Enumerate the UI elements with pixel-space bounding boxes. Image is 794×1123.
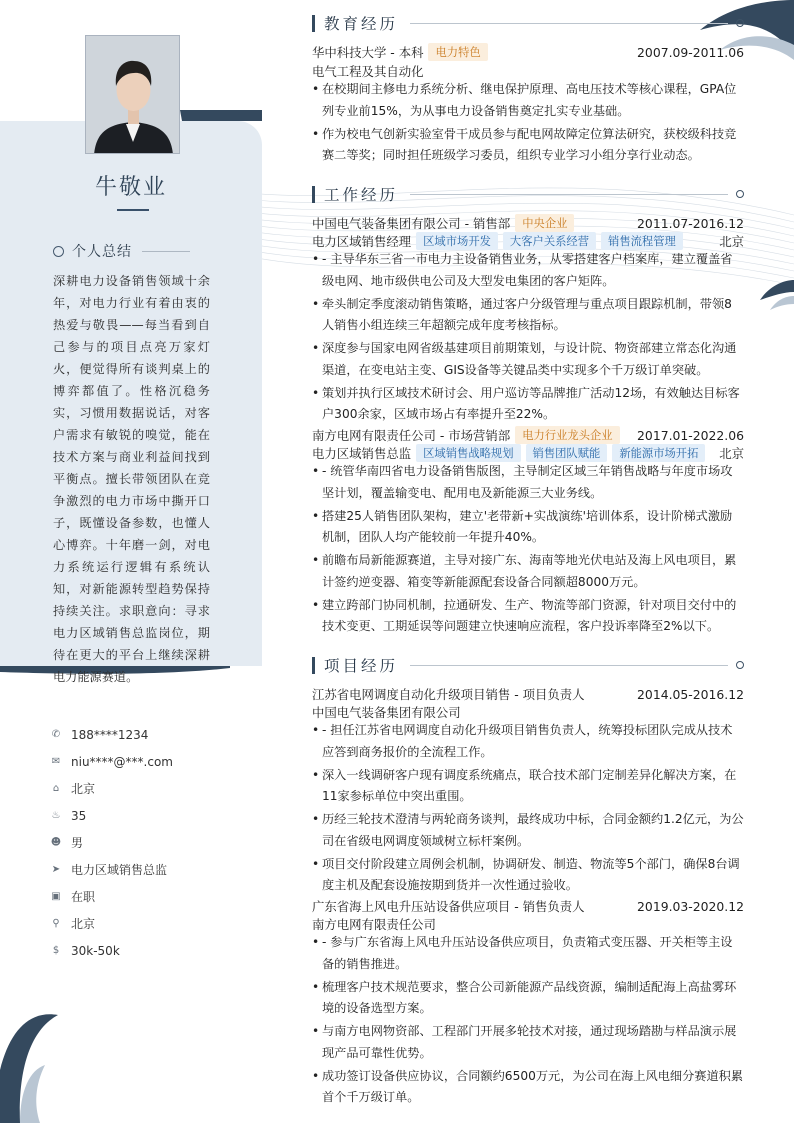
work-section-title xyxy=(312,183,744,205)
list-item: • 牵头制定季度滚动销售策略，通过客户分级管理与重点项目跟踪机制，带领8人销售小组连续三年超额完成年度考核指标。 xyxy=(312,294,744,337)
sidebar xyxy=(0,0,270,1123)
job-header xyxy=(312,213,744,233)
skill-tag: 区域市场开发 xyxy=(416,232,498,250)
contact-text: 30k-50k xyxy=(71,943,120,958)
list-item: • - 主导华东三省一市电力主设备销售业务，从零搭建客户档案库，建立覆盖省级电网、地市级供电公司及大型发电集团的客户矩阵。 xyxy=(312,249,744,292)
contact-item xyxy=(50,748,260,775)
summary-text: 深耕电力设备销售领域十余年，对电力行业有着由衷的热爱与敬畏——每当看到自己参与的项目点亮万家灯火，便觉得所有谈判桌上的博弈都值了。性格沉稳务实，习惯用数据说话，对客户需求有敏锐的嗅觉，能在技术方案与商业利益间找到平衡点。擅长带领团队在竞争激烈的电力市场中撕开口子，既懂设备参数，也懂人心博弈。十年磨一剑，对电力系统运行逻辑有系统认知，对新能源转型趋势保持持续关注。求职意向：寻求电力区域销售总监岗位，期待在更大的平台上继续深耕电力能源赛道。 xyxy=(53,274,210,684)
section-bar xyxy=(312,15,315,32)
projects-section-title xyxy=(312,654,744,676)
summary-heading-text: 个人总结 xyxy=(72,244,132,260)
avatar xyxy=(86,36,180,154)
contact-item xyxy=(50,829,260,856)
list-item: • 策划并执行区域技术研讨会、用户巡访等品牌推广活动12场，有效触达目标客户300余家，区域市场占有率提升至22%。 xyxy=(312,383,744,426)
work-title: 工作经历 xyxy=(324,186,399,204)
section-rule xyxy=(410,23,728,24)
job-period: 2017.01-2022.06 xyxy=(637,427,744,443)
job-company: 中国电气装备集团有限公司 - 销售部 xyxy=(312,216,511,231)
project-org-row xyxy=(312,702,744,722)
list-item: • 在校期间主修电力系统分析、继电保护原理、高电压技术等核心课程，GPA位列专业前15%，为从事电力设备销售奠定扎实专业基础。 xyxy=(312,79,744,122)
candidate-name: 牛敬业 xyxy=(94,175,167,200)
education-period: 2007.09-2011.06 xyxy=(637,44,744,60)
location-icon: ⚲ xyxy=(52,918,60,929)
gender-icon: ☻ xyxy=(50,837,62,848)
phone-icon: ✆ xyxy=(51,729,61,740)
job-position: 电力区域销售总监 xyxy=(312,446,412,461)
job-period: 2011.07-2016.12 xyxy=(637,215,744,231)
contact-text: 北京 xyxy=(71,782,96,796)
list-item: • 搭建25人销售团队架构，建立'老带新+实战演练'培训体系，设计阶梯式激励机制，团队人均产能较前一年提升40%。 xyxy=(312,506,744,549)
contact-item xyxy=(50,802,260,829)
list-item: • 建立跨部门协同机制，拉通研发、生产、物流等部门资源，针对项目交付中的技术变更、工期延误等问题建立快速响应流程，客户投诉率降至2%以下。 xyxy=(312,595,744,638)
education-section-title xyxy=(312,12,744,34)
location-pin-icon xyxy=(53,246,64,257)
education-header xyxy=(312,42,744,62)
project-period: 2014.05-2016.12 xyxy=(637,686,744,702)
project-name: 江苏省电网调度自动化升级项目销售 - 项目负责人 xyxy=(312,687,585,702)
job-position-row xyxy=(312,443,744,463)
skill-tag: 新能源市场开拓 xyxy=(612,444,705,462)
circle-icon xyxy=(736,190,744,198)
contact-text: 188****1234 xyxy=(71,727,149,742)
job-bullets xyxy=(312,461,744,639)
company-tag: 中央企业 xyxy=(515,214,574,232)
job-position: 电力区域销售经理 xyxy=(312,234,412,249)
section-rule xyxy=(410,665,728,666)
projects-title: 项目经历 xyxy=(324,657,399,675)
project-org-row xyxy=(312,914,744,934)
company-tag: 电力行业龙头企业 xyxy=(515,426,619,444)
send-icon: ➤ xyxy=(51,864,61,875)
contact-item xyxy=(50,721,260,748)
project-org: 南方电网有限责任公司 xyxy=(312,917,436,932)
school-name: 华中科技大学 - 本科 xyxy=(312,45,424,60)
skill-tag: 区域销售战略规划 xyxy=(416,444,520,462)
project-header xyxy=(312,684,744,704)
list-item: • - 参与广东省海上风电升压站设备供应项目，负责箱式变压器、开关柜等主设备的销售推进。 xyxy=(312,932,744,975)
school-tag: 电力特色 xyxy=(428,43,487,61)
contact-text: 35 xyxy=(71,808,87,823)
briefcase-icon: ▣ xyxy=(51,891,61,902)
list-item: • 与南方电网物资部、工程部门开展多轮技术对接，通过现场踏勘与样品演示展现产品可靠性优势。 xyxy=(312,1021,744,1064)
circle-icon xyxy=(736,661,744,669)
contact-text: 北京 xyxy=(71,917,96,931)
list-item: • 深入一线调研客户现有调度系统痛点，联合技术部门定制差异化解决方案，在11家参标单位中突出重围。 xyxy=(312,765,744,808)
section-rule xyxy=(410,194,728,195)
salary-icon: $ xyxy=(52,945,60,956)
contact-item xyxy=(50,883,260,910)
contact-list xyxy=(50,721,260,964)
contact-item xyxy=(50,856,260,883)
project-bullets xyxy=(312,932,744,1110)
list-item: • 作为校电气创新实验室骨干成员参与配电网故障定位算法研究，获校级科技竞赛二等奖；同时担任班级学习委员，组织专业学习小组分享行业动态。 xyxy=(312,124,744,167)
list-item: • 深度参与国家电网省级基建项目前期策划，与设计院、物资部建立常态化沟通渠道，在变电站主变、GIS设备等关键品类中实现多个千万级订单突破。 xyxy=(312,338,744,381)
contact-item xyxy=(50,910,260,937)
home-icon: ⌂ xyxy=(52,783,60,794)
cake-icon: ♨ xyxy=(51,810,61,821)
job-header xyxy=(312,425,744,445)
job-city: 北京 xyxy=(719,234,744,249)
section-bar xyxy=(312,657,315,674)
list-item: • 成功签订设备供应协议，合同额约6500万元，为公司在海上风电细分赛道积累首个千万级订单。 xyxy=(312,1066,744,1109)
list-item: • - 统管华南四省电力设备销售版图，主导制定区域三年销售战略与年度市场攻坚计划，覆盖输变电、配用电及新能源三大业务线。 xyxy=(312,461,744,504)
education-major-row xyxy=(312,61,744,81)
list-item: • 项目交付阶段建立周例会机制，协调研发、制造、物流等5个部门，确保8台调度主机及配套设施按期到货并一次性通过验收。 xyxy=(312,854,744,897)
job-company: 南方电网有限责任公司 - 市场营销部 xyxy=(312,428,511,443)
list-item: • 前瞻布局新能源赛道，主导对接广东、海南等地光伏电站及海上风电项目，累计签约逆变器、箱变等新能源配套设备合同额超8000万元。 xyxy=(312,550,744,593)
summary-heading-rule xyxy=(142,251,190,252)
job-city: 北京 xyxy=(719,446,744,461)
project-bullets xyxy=(312,720,744,898)
circle-icon xyxy=(736,19,744,27)
section-bar xyxy=(312,186,315,203)
contact-text: 男 xyxy=(71,836,84,850)
skill-tag: 销售流程管理 xyxy=(601,232,683,250)
contact-text: niu****@***.com xyxy=(71,754,173,769)
name-divider xyxy=(117,209,149,211)
skill-tag: 销售团队赋能 xyxy=(526,444,608,462)
contact-text: 在职 xyxy=(71,890,96,904)
major: 电气工程及其自动化 xyxy=(312,64,424,79)
list-item: • 历经三轮技术澄清与两轮商务谈判，最终成功中标，合同金额约1.2亿元，为公司在省级电网调度领域树立标杆案例。 xyxy=(312,809,744,852)
skill-tag: 大客户关系经营 xyxy=(503,232,596,250)
contact-text: 电力区域销售总监 xyxy=(71,863,168,877)
profile-photo xyxy=(85,35,180,154)
project-period: 2019.03-2020.12 xyxy=(637,898,744,914)
education-title: 教育经历 xyxy=(324,15,399,33)
mail-icon: ✉ xyxy=(51,756,61,767)
project-name: 广东省海上风电升压站设备供应项目 - 销售负责人 xyxy=(312,899,585,914)
summary-heading xyxy=(53,241,190,261)
project-header xyxy=(312,896,744,916)
education-bullets xyxy=(312,79,744,168)
contact-item xyxy=(50,937,260,964)
contact-item xyxy=(50,775,260,802)
list-item: • - 担任江苏省电网调度自动化升级项目销售负责人，统筹投标团队完成从技术应答到商务报价的全流程工作。 xyxy=(312,720,744,763)
job-position-row xyxy=(312,231,744,251)
list-item: • 梳理客户技术规范要求，整合公司新能源产品线资源，编制适配海上高盐雾环境的设备选型方案。 xyxy=(312,977,744,1020)
project-org: 中国电气装备集团有限公司 xyxy=(312,705,461,720)
job-bullets xyxy=(312,249,744,427)
